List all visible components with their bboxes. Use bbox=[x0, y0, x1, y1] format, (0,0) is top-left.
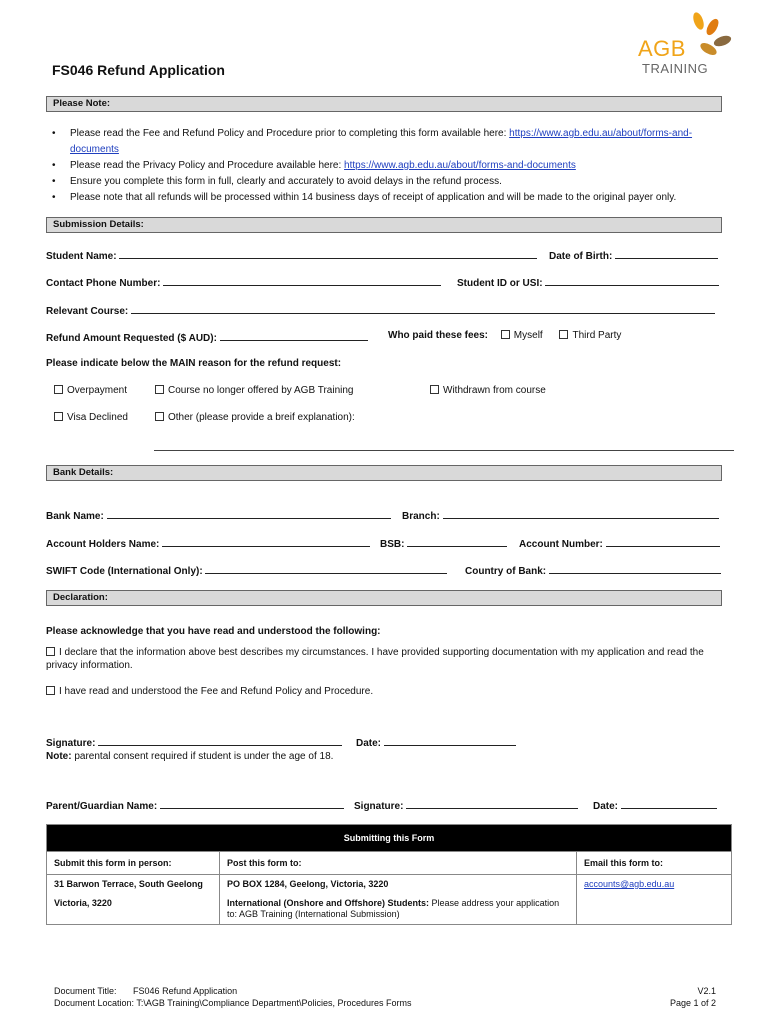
country-label: Country of Bank: bbox=[465, 566, 547, 577]
refund-amount-row bbox=[46, 330, 368, 344]
please-note-header bbox=[46, 96, 722, 112]
student-name-row bbox=[46, 248, 537, 262]
account-number-label: Account Number: bbox=[519, 539, 603, 550]
ack-text: Please acknowledge that you have read and understood the following: bbox=[46, 626, 381, 637]
international-label: International (Onshore and Offshore) Students: bbox=[227, 898, 430, 908]
submitting-heading: Submitting this Form bbox=[47, 825, 732, 852]
phone-label: Contact Phone Number: bbox=[46, 278, 161, 289]
branch-field[interactable] bbox=[443, 508, 719, 519]
agb-training-logo bbox=[632, 10, 742, 80]
student-id-label: Student ID or USI: bbox=[457, 278, 543, 289]
declaration-2[interactable] bbox=[46, 686, 373, 697]
doc-title-label: Document Title: bbox=[54, 986, 117, 996]
country-field[interactable] bbox=[549, 563, 721, 574]
doc-title: FS046 Refund Application bbox=[133, 986, 238, 996]
section-heading: Declaration: bbox=[53, 592, 108, 603]
withdrawn-option[interactable] bbox=[430, 385, 546, 396]
note-text: Ensure you complete this form in full, clearly and accurately to avoid delays in the refund process. bbox=[70, 176, 502, 187]
student-id-row bbox=[457, 275, 719, 289]
visa-label: Visa Declined bbox=[67, 412, 128, 423]
note-item bbox=[52, 174, 732, 190]
branch-label: Branch: bbox=[402, 511, 440, 522]
refund-amount-label: Refund Amount Requested ($ AUD): bbox=[46, 333, 217, 344]
checkbox-icon[interactable] bbox=[54, 412, 63, 421]
note-item bbox=[52, 190, 732, 206]
overpayment-label: Overpayment bbox=[67, 385, 128, 396]
checkbox-icon[interactable] bbox=[155, 385, 164, 394]
declaration-header bbox=[46, 590, 722, 606]
footer-doc-title bbox=[54, 986, 237, 996]
privacy-link[interactable]: https://www.agb.edu.au/about/forms-and-documents bbox=[344, 160, 576, 171]
dob-label: Date of Birth: bbox=[549, 251, 613, 262]
course-no-longer-option[interactable] bbox=[155, 385, 353, 396]
declaration-1-text: I declare that the information above best describes my circumstances. I have provided supporting documentation with my application and read the privacy information. bbox=[46, 647, 704, 671]
who-paid-label: Who paid these fees: bbox=[388, 330, 489, 341]
signature-label: Signature: bbox=[46, 738, 96, 749]
note-item bbox=[52, 126, 730, 158]
section-heading: Please Note: bbox=[53, 98, 111, 109]
myself-label: Myself bbox=[513, 330, 543, 341]
account-holder-label: Account Holders Name: bbox=[46, 539, 160, 550]
signature2-row bbox=[354, 798, 578, 812]
other-label: Other (please provide a breif explanation): bbox=[168, 412, 355, 423]
third-party-label: Third Party bbox=[572, 330, 622, 341]
swift-label: SWIFT Code (International Only): bbox=[46, 566, 203, 577]
date-row bbox=[356, 735, 516, 749]
bsb-field[interactable] bbox=[407, 536, 507, 547]
bank-name-row bbox=[46, 508, 391, 522]
email-cell bbox=[577, 875, 732, 925]
bank-name-label: Bank Name: bbox=[46, 511, 104, 522]
date2-field[interactable] bbox=[621, 798, 717, 809]
declaration-1[interactable] bbox=[46, 646, 726, 672]
logo-text: AGB bbox=[638, 36, 686, 61]
student-name-field[interactable] bbox=[119, 248, 537, 259]
swift-field[interactable] bbox=[205, 563, 447, 574]
footer-page: Page 1 of 2 bbox=[669, 998, 716, 1008]
note-row bbox=[46, 751, 333, 762]
email-link[interactable]: accounts@agb.edu.au bbox=[584, 879, 675, 889]
date-field[interactable] bbox=[384, 735, 516, 746]
who-paid-row bbox=[388, 330, 621, 341]
phone-field[interactable] bbox=[163, 275, 441, 286]
bsb-row bbox=[380, 536, 507, 550]
checkbox-icon[interactable] bbox=[155, 412, 164, 421]
submitting-table bbox=[46, 824, 732, 925]
section-heading: Submission Details: bbox=[53, 219, 144, 230]
dob-row bbox=[549, 248, 718, 262]
branch-row bbox=[402, 508, 719, 522]
visa-option[interactable] bbox=[54, 412, 128, 423]
withdrawn-label: Withdrawn from course bbox=[443, 385, 546, 396]
third-party-option[interactable] bbox=[559, 330, 621, 341]
checkbox-icon[interactable] bbox=[501, 330, 510, 339]
date2-label: Date: bbox=[593, 801, 619, 812]
address-line-1: 31 Barwon Terrace, South Geelong bbox=[54, 879, 203, 889]
country-row bbox=[465, 563, 721, 577]
note-text: Please read the Fee and Refund Policy and Procedure prior to completing this form available here: bbox=[70, 128, 510, 139]
account-number-row bbox=[519, 536, 720, 550]
note-list bbox=[52, 126, 732, 206]
po-box: PO BOX 1284, Geelong, Victoria, 3220 bbox=[227, 879, 389, 889]
myself-option[interactable] bbox=[501, 330, 543, 341]
signature2-label: Signature: bbox=[354, 801, 404, 812]
doc-location: T:\AGB Training\Compliance Department\Policies, Procedures Forms bbox=[136, 998, 412, 1008]
international-text: Please address your application to: AGB Training (International Submission) bbox=[227, 898, 560, 919]
signature-field[interactable] bbox=[98, 735, 342, 746]
guardian-label: Parent/Guardian Name: bbox=[46, 801, 158, 812]
overpayment-option[interactable] bbox=[54, 385, 127, 396]
other-explanation-field[interactable] bbox=[154, 450, 734, 451]
account-holder-row bbox=[46, 536, 370, 550]
guardian-field[interactable] bbox=[160, 798, 344, 809]
course-row bbox=[46, 303, 715, 317]
bank-name-field[interactable] bbox=[107, 508, 391, 519]
dob-field[interactable] bbox=[615, 248, 718, 259]
student-name-label: Student Name: bbox=[46, 251, 117, 262]
international-note bbox=[227, 898, 569, 920]
course-no-longer-label: Course no longer offered by AGB Training bbox=[168, 385, 354, 396]
doc-location-label: Document Location: bbox=[54, 998, 135, 1008]
swift-row bbox=[46, 563, 447, 577]
submission-details-header bbox=[46, 217, 722, 233]
page-title: FS046 Refund Application bbox=[52, 62, 225, 78]
note-text: Please note that all refunds will be processed within 14 business days of receipt of application and will be made to the original payer only. bbox=[70, 192, 677, 203]
note-item bbox=[52, 158, 732, 174]
forms-link[interactable]: https://www.agb.edu.au/about/forms-and-documents bbox=[70, 128, 693, 155]
in-person-address bbox=[47, 875, 220, 925]
account-holder-field[interactable] bbox=[162, 536, 370, 547]
phone-row bbox=[46, 275, 441, 289]
footer-version: V2.1 bbox=[697, 986, 716, 996]
logo-petal-icon bbox=[713, 34, 733, 49]
student-id-field[interactable] bbox=[545, 275, 719, 286]
footer-doc-location bbox=[54, 998, 412, 1008]
date2-row bbox=[593, 798, 717, 812]
checkbox-icon[interactable] bbox=[430, 385, 439, 394]
note-label: Note: bbox=[46, 751, 72, 762]
address-line-2: Victoria, 3220 bbox=[54, 898, 112, 908]
bank-details-header bbox=[46, 465, 722, 481]
logo-petal-icon bbox=[691, 11, 706, 31]
checkbox-icon[interactable] bbox=[54, 385, 63, 394]
logo-petal-icon bbox=[704, 17, 721, 37]
logo-subtext: TRAINING bbox=[642, 61, 709, 76]
checkbox-icon[interactable] bbox=[559, 330, 568, 339]
section-heading: Bank Details: bbox=[53, 467, 114, 478]
note-text: parental consent required if student is under the age of 18. bbox=[71, 751, 334, 762]
checkbox-icon[interactable] bbox=[46, 686, 55, 695]
declaration-2-text: I have read and understood the Fee and Refund Policy and Procedure. bbox=[59, 686, 374, 697]
signature-row bbox=[46, 735, 342, 749]
signature2-field[interactable] bbox=[406, 798, 578, 809]
date-label: Date: bbox=[356, 738, 382, 749]
col-email: Email this form to: bbox=[577, 852, 732, 875]
other-option[interactable] bbox=[155, 412, 355, 423]
reason-question: Please indicate below the MAIN reason for the refund request: bbox=[46, 358, 342, 369]
course-label: Relevant Course: bbox=[46, 306, 129, 317]
bsb-label: BSB: bbox=[380, 539, 405, 550]
course-field[interactable] bbox=[131, 303, 715, 314]
post-address bbox=[220, 875, 577, 925]
guardian-row bbox=[46, 798, 344, 812]
account-number-field[interactable] bbox=[606, 536, 720, 547]
note-text: Please read the Privacy Policy and Procedure available here: bbox=[70, 160, 345, 171]
refund-amount-field[interactable] bbox=[220, 330, 368, 341]
checkbox-icon[interactable] bbox=[46, 647, 55, 656]
col-in-person: Submit this form in person: bbox=[47, 852, 220, 875]
col-post: Post this form to: bbox=[220, 852, 577, 875]
